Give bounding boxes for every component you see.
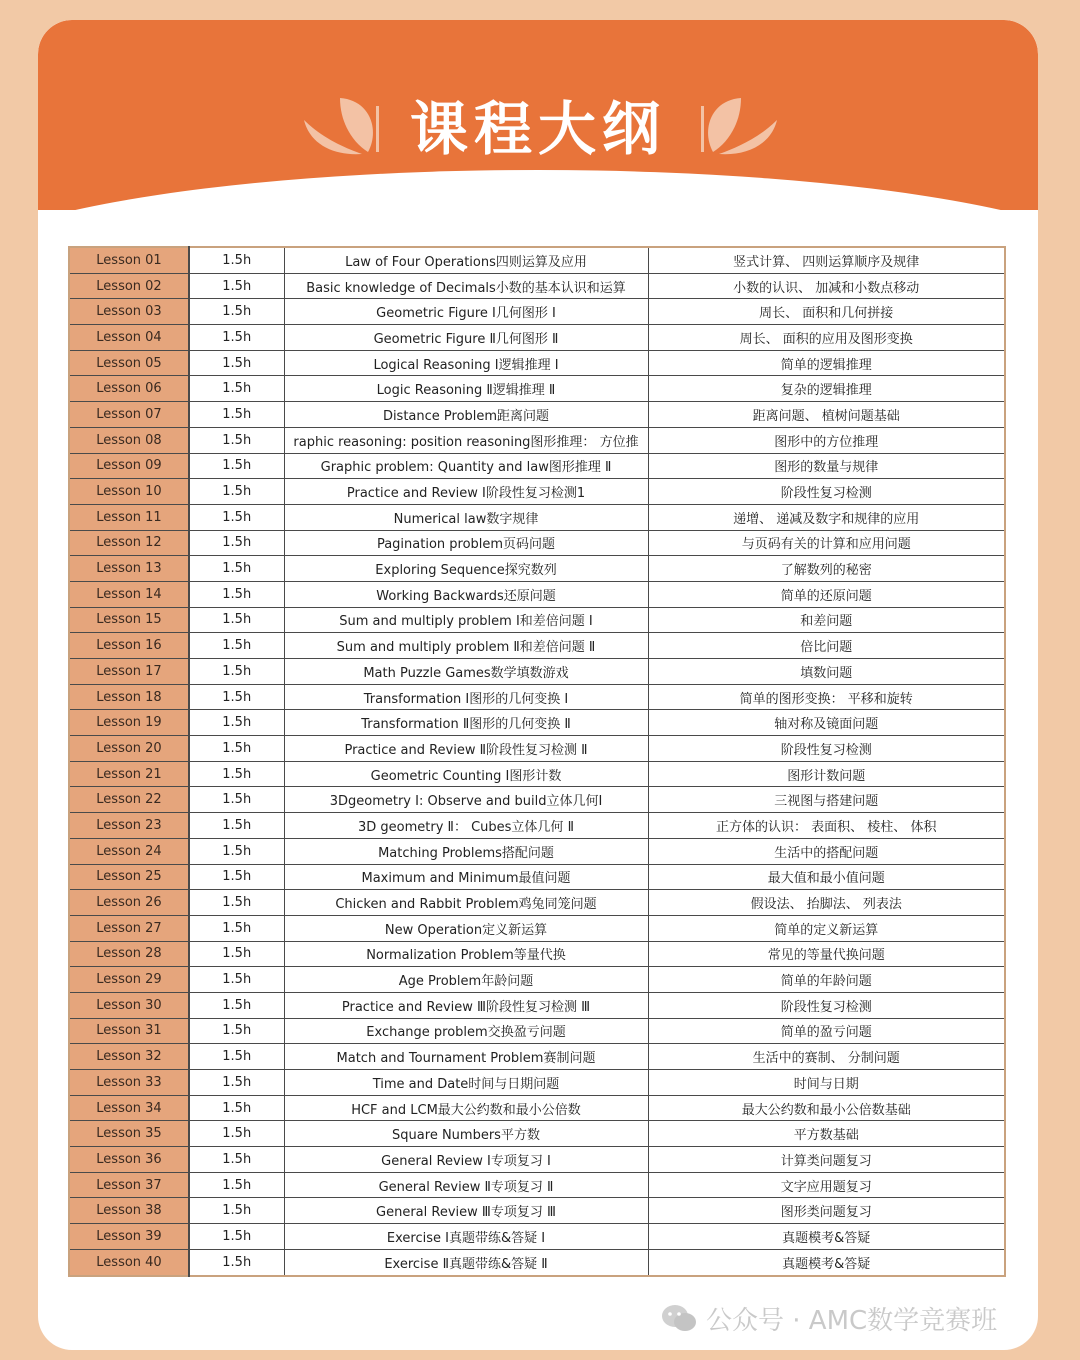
lesson-topic: Distance Problem距离问题 (284, 402, 648, 428)
lesson-number: Lesson 40 (69, 1249, 189, 1275)
table-row (69, 1095, 1005, 1121)
lesson-duration: 1.5h (189, 967, 284, 993)
lesson-duration: 1.5h (189, 761, 284, 787)
lesson-content: 真题模考&答疑 (648, 1249, 1005, 1275)
table-row (69, 736, 1005, 762)
lesson-duration: 1.5h (189, 941, 284, 967)
lesson-duration: 1.5h (189, 1070, 284, 1096)
lesson-number: Lesson 36 (69, 1147, 189, 1173)
lesson-duration: 1.5h (189, 633, 284, 659)
lesson-content: 简单的还原问题 (648, 581, 1005, 607)
lesson-content: 小数的认识、 加减和小数点移动 (648, 273, 1005, 299)
lesson-number: Lesson 27 (69, 915, 189, 941)
lesson-topic: 3Dgeometry I: Observe and build立体几何Ⅰ (284, 787, 648, 813)
table-row (69, 273, 1005, 299)
lesson-number: Lesson 32 (69, 1044, 189, 1070)
lesson-topic: Numerical law数字规律 (284, 504, 648, 530)
lesson-number: Lesson 12 (69, 530, 189, 556)
lesson-content: 递增、 递减及数字和规律的应用 (648, 504, 1005, 530)
lesson-number: Lesson 03 (69, 299, 189, 325)
lesson-content: 倍比问题 (648, 633, 1005, 659)
table-row (69, 1224, 1005, 1250)
lesson-content: 简单的逻辑推理 (648, 350, 1005, 376)
lesson-content: 阶段性复习检测 (648, 992, 1005, 1018)
table-row (69, 1198, 1005, 1224)
lesson-duration: 1.5h (189, 504, 284, 530)
table-row (69, 325, 1005, 351)
lesson-duration: 1.5h (189, 1249, 284, 1275)
lesson-topic: New Operation定义新运算 (284, 915, 648, 941)
lesson-content: 和差问题 (648, 607, 1005, 633)
lesson-content: 简单的图形变换： 平移和旋转 (648, 684, 1005, 710)
table-row (69, 376, 1005, 402)
lesson-topic: Chicken and Rabbit Problem鸡兔同笼问题 (284, 890, 648, 916)
table-row (69, 1147, 1005, 1173)
table-row (69, 350, 1005, 376)
lesson-number: Lesson 33 (69, 1070, 189, 1096)
lesson-content: 最大公约数和最小公倍数基础 (648, 1095, 1005, 1121)
lesson-topic: Logical Reasoning Ⅰ逻辑推理 Ⅰ (284, 350, 648, 376)
watermark-text: 公众号 · AMC数学竞赛班 (706, 1305, 998, 1336)
lesson-duration: 1.5h (189, 350, 284, 376)
lesson-topic: Basic knowledge of Decimals小数的基本认识和运算 (284, 273, 648, 299)
lesson-duration: 1.5h (189, 479, 284, 505)
lesson-content: 平方数基础 (648, 1121, 1005, 1147)
lesson-topic: Time and Date时间与日期问题 (284, 1070, 648, 1096)
table-row (69, 890, 1005, 916)
table-row (69, 864, 1005, 890)
lesson-content: 常见的等量代换问题 (648, 941, 1005, 967)
lesson-number: Lesson 34 (69, 1095, 189, 1121)
table-row (69, 1172, 1005, 1198)
table-row (69, 710, 1005, 736)
lesson-number: Lesson 23 (69, 813, 189, 839)
lesson-content: 周长、 面积和几何拼接 (648, 299, 1005, 325)
table-row (69, 299, 1005, 325)
lesson-topic: General Review Ⅱ专项复习 Ⅱ (284, 1172, 648, 1198)
table-row (69, 992, 1005, 1018)
lesson-duration: 1.5h (189, 453, 284, 479)
table-row (69, 1044, 1005, 1070)
lesson-content: 三视图与搭建问题 (648, 787, 1005, 813)
table-row (69, 402, 1005, 428)
lesson-content: 了解数列的秘密 (648, 556, 1005, 582)
lesson-duration: 1.5h (189, 864, 284, 890)
lesson-content: 时间与日期 (648, 1070, 1005, 1096)
lesson-number: Lesson 11 (69, 504, 189, 530)
lesson-content: 文字应用题复习 (648, 1172, 1005, 1198)
lesson-number: Lesson 07 (69, 402, 189, 428)
table-row (69, 659, 1005, 685)
lesson-duration: 1.5h (189, 1095, 284, 1121)
lesson-number: Lesson 09 (69, 453, 189, 479)
lesson-duration: 1.5h (189, 1044, 284, 1070)
lesson-duration: 1.5h (189, 736, 284, 762)
lesson-topic: Law of Four Operations四则运算及应用 (284, 247, 648, 273)
table-row (69, 838, 1005, 864)
table-row (69, 761, 1005, 787)
lesson-number: Lesson 38 (69, 1198, 189, 1224)
lesson-topic: 3D geometry Ⅱ： Cubes立体几何 Ⅱ (284, 813, 648, 839)
table-row (69, 479, 1005, 505)
lesson-number: Lesson 30 (69, 992, 189, 1018)
lesson-content: 周长、 面积的应用及图形变换 (648, 325, 1005, 351)
table-row (69, 453, 1005, 479)
lesson-topic: Age Problem年龄问题 (284, 967, 648, 993)
lesson-number: Lesson 28 (69, 941, 189, 967)
lesson-number: Lesson 19 (69, 710, 189, 736)
watermark (660, 1300, 1060, 1336)
lesson-content: 图形的数量与规律 (648, 453, 1005, 479)
lesson-topic: raphic reasoning: position reasoning图形推理： 方位推 (284, 427, 648, 453)
table-row (69, 1121, 1005, 1147)
lesson-content: 图形中的方位推理 (648, 427, 1005, 453)
lesson-topic: Sum and multiply problem Ⅱ和差倍问题 Ⅱ (284, 633, 648, 659)
lesson-number: Lesson 01 (69, 247, 189, 273)
lesson-number: Lesson 21 (69, 761, 189, 787)
lesson-topic: Maximum and Minimum最值问题 (284, 864, 648, 890)
table-row (69, 1070, 1005, 1096)
lesson-number: Lesson 39 (69, 1224, 189, 1250)
lesson-topic: Exercise Ⅱ真题带练&答疑 Ⅱ (284, 1249, 648, 1275)
lesson-duration: 1.5h (189, 1147, 284, 1173)
lesson-duration: 1.5h (189, 1121, 284, 1147)
lesson-content: 距离问题、 植树问题基础 (648, 402, 1005, 428)
lesson-number: Lesson 35 (69, 1121, 189, 1147)
lesson-topic: Match and Tournament Problem赛制问题 (284, 1044, 648, 1070)
lesson-number: Lesson 10 (69, 479, 189, 505)
lesson-content: 生活中的搭配问题 (648, 838, 1005, 864)
lesson-duration: 1.5h (189, 402, 284, 428)
lesson-content: 与页码有关的计算和应用问题 (648, 530, 1005, 556)
lesson-duration: 1.5h (189, 1172, 284, 1198)
lesson-topic: HCF and LCM最大公约数和最小公倍数 (284, 1095, 648, 1121)
lesson-number: Lesson 22 (69, 787, 189, 813)
table-row (69, 915, 1005, 941)
table-row (69, 530, 1005, 556)
lesson-topic: Transformation Ⅰ图形的几何变换 Ⅰ (284, 684, 648, 710)
lesson-number: Lesson 37 (69, 1172, 189, 1198)
lesson-topic: General Review Ⅰ专项复习 Ⅰ (284, 1147, 648, 1173)
lesson-topic: Practice and Review Ⅱ阶段性复习检测 Ⅱ (284, 736, 648, 762)
lesson-content: 真题模考&答疑 (648, 1224, 1005, 1250)
lesson-topic: Exploring Sequence探究数列 (284, 556, 648, 582)
lesson-duration: 1.5h (189, 992, 284, 1018)
lesson-number: Lesson 13 (69, 556, 189, 582)
table-row (69, 941, 1005, 967)
table-row (69, 813, 1005, 839)
lesson-duration: 1.5h (189, 890, 284, 916)
lesson-topic: Practice and Review Ⅰ阶段性复习检测1 (284, 479, 648, 505)
table-row (69, 427, 1005, 453)
lesson-duration: 1.5h (189, 530, 284, 556)
page-title: 课程大纲 (409, 95, 666, 163)
lesson-content: 阶段性复习检测 (648, 479, 1005, 505)
lesson-duration: 1.5h (189, 838, 284, 864)
table-row (69, 607, 1005, 633)
lesson-duration: 1.5h (189, 607, 284, 633)
lesson-content: 竖式计算、 四则运算顺序及规律 (648, 247, 1005, 273)
lesson-duration: 1.5h (189, 710, 284, 736)
lesson-number: Lesson 31 (69, 1018, 189, 1044)
lesson-duration: 1.5h (189, 684, 284, 710)
lesson-content: 填数问题 (648, 659, 1005, 685)
lesson-duration: 1.5h (189, 299, 284, 325)
lesson-number: Lesson 02 (69, 273, 189, 299)
lesson-topic: Square Numbers平方数 (284, 1121, 648, 1147)
lesson-number: Lesson 26 (69, 890, 189, 916)
lesson-duration: 1.5h (189, 581, 284, 607)
lesson-number: Lesson 14 (69, 581, 189, 607)
lesson-number: Lesson 24 (69, 838, 189, 864)
lesson-topic: Pagination problem页码问题 (284, 530, 648, 556)
lesson-number: Lesson 06 (69, 376, 189, 402)
table-row (69, 1018, 1005, 1044)
lesson-topic: Exercise Ⅰ真题带练&答疑 Ⅰ (284, 1224, 648, 1250)
lesson-content: 轴对称及镜面问题 (648, 710, 1005, 736)
lesson-topic: Sum and multiply problem Ⅰ和差倍问题 Ⅰ (284, 607, 648, 633)
lesson-number: Lesson 20 (69, 736, 189, 762)
lesson-content: 阶段性复习检测 (648, 736, 1005, 762)
lesson-duration: 1.5h (189, 247, 284, 273)
lesson-duration: 1.5h (189, 1198, 284, 1224)
lesson-content: 最大值和最小值问题 (648, 864, 1005, 890)
lesson-duration: 1.5h (189, 813, 284, 839)
table-row (69, 504, 1005, 530)
lesson-duration: 1.5h (189, 376, 284, 402)
lesson-duration: 1.5h (189, 427, 284, 453)
lesson-topic: Practice and Review Ⅲ阶段性复习检测 Ⅲ (284, 992, 648, 1018)
lesson-content: 复杂的逻辑推理 (648, 376, 1005, 402)
table-row (69, 556, 1005, 582)
lesson-topic: Matching Problems搭配问题 (284, 838, 648, 864)
wechat-icon (660, 1303, 698, 1333)
lesson-topic: General Review Ⅲ专项复习 Ⅲ (284, 1198, 648, 1224)
lesson-duration: 1.5h (189, 659, 284, 685)
lesson-duration: 1.5h (189, 1224, 284, 1250)
lesson-content: 计算类问题复习 (648, 1147, 1005, 1173)
lesson-duration: 1.5h (189, 325, 284, 351)
syllabus-table (68, 246, 1006, 1277)
lesson-number: Lesson 04 (69, 325, 189, 351)
table-row (69, 787, 1005, 813)
lesson-duration: 1.5h (189, 915, 284, 941)
table-row (69, 684, 1005, 710)
lesson-content: 图形类问题复习 (648, 1198, 1005, 1224)
lesson-duration: 1.5h (189, 273, 284, 299)
lesson-topic: Graphic problem: Quantity and law图形推理 Ⅱ (284, 453, 648, 479)
lesson-content: 图形计数问题 (648, 761, 1005, 787)
lesson-content: 正方体的认识： 表面积、 棱柱、 体积 (648, 813, 1005, 839)
lesson-content: 简单的盈亏问题 (648, 1018, 1005, 1044)
lesson-topic: Exchange problem交换盈亏问题 (284, 1018, 648, 1044)
lesson-number: Lesson 25 (69, 864, 189, 890)
table-row (69, 1249, 1005, 1275)
lesson-topic: Working Backwards还原问题 (284, 581, 648, 607)
lesson-topic: Geometric Counting Ⅰ图形计数 (284, 761, 648, 787)
lesson-duration: 1.5h (189, 787, 284, 813)
lesson-number: Lesson 16 (69, 633, 189, 659)
leaf-right-icon (693, 90, 783, 160)
lesson-duration: 1.5h (189, 1018, 284, 1044)
table-row (69, 633, 1005, 659)
lesson-number: Lesson 15 (69, 607, 189, 633)
lesson-topic: Normalization Problem等量代换 (284, 941, 648, 967)
lesson-content: 简单的年龄问题 (648, 967, 1005, 993)
lesson-number: Lesson 29 (69, 967, 189, 993)
lesson-content: 生活中的赛制、 分制问题 (648, 1044, 1005, 1070)
lesson-topic: Geometric Figure Ⅰ几何图形 Ⅰ (284, 299, 648, 325)
lesson-duration: 1.5h (189, 556, 284, 582)
lesson-topic: Math Puzzle Games数学填数游戏 (284, 659, 648, 685)
lesson-number: Lesson 05 (69, 350, 189, 376)
lesson-content: 假设法、 抬脚法、 列表法 (648, 890, 1005, 916)
lesson-number: Lesson 17 (69, 659, 189, 685)
lesson-topic: Geometric Figure Ⅱ几何图形 Ⅱ (284, 325, 648, 351)
table-row (69, 581, 1005, 607)
lesson-topic: Logic Reasoning Ⅱ逻辑推理 Ⅱ (284, 376, 648, 402)
lesson-content: 简单的定义新运算 (648, 915, 1005, 941)
lesson-topic: Transformation Ⅱ图形的几何变换 Ⅱ (284, 710, 648, 736)
table-row (69, 247, 1005, 273)
table-row (69, 967, 1005, 993)
lesson-number: Lesson 18 (69, 684, 189, 710)
lesson-number: Lesson 08 (69, 427, 189, 453)
